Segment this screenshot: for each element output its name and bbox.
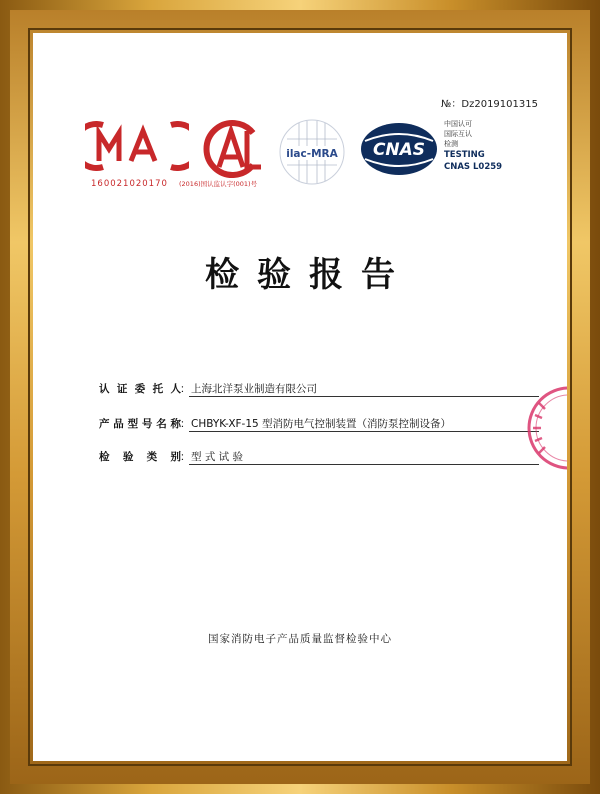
cma-logo (85, 121, 189, 171)
field-colon: ： (180, 451, 191, 463)
field-value: 上海北洋泵业制造有限公司 (189, 381, 539, 397)
field-value: 型 式 试 验 (189, 449, 539, 465)
report-cover (33, 33, 567, 761)
cal-logo (197, 119, 267, 179)
cnas-line-2: 国际互认 (444, 130, 472, 138)
field-product (99, 416, 539, 432)
report-number: №：Dz2019101315 (441, 99, 538, 110)
field-label: 检验类别 (99, 451, 181, 463)
cnas-line-5: CNAS L0259 (444, 162, 503, 172)
cal-code: (2016)国认监认字(001)号 (179, 180, 258, 188)
field-client (99, 381, 539, 397)
cnas-line-3: 检测 (444, 140, 458, 148)
field-test-type (99, 449, 539, 465)
official-seal (509, 383, 567, 473)
svg-text:CNAS: CNAS (372, 140, 426, 160)
field-colon: ： (180, 418, 191, 430)
field-label: 产品型号名称 (99, 418, 181, 430)
svg-text:ilac-MRA: ilac-MRA (286, 148, 338, 160)
cnas-logo (359, 121, 439, 177)
cnas-line-4: TESTING (444, 150, 485, 160)
ilac-mra-logo (277, 117, 347, 187)
cma-code: 160021020170 (91, 179, 168, 189)
field-colon: ： (180, 383, 191, 395)
field-value: CHBYK-XF-15 型消防电气控制装置（消防泵控制设备） (189, 416, 539, 432)
cnas-accreditation-text (444, 119, 502, 173)
field-label: 认证委托人 (99, 383, 181, 395)
report-title: 检验报告 (205, 255, 413, 295)
issuing-organization: 国家消防电子产品质量监督检验中心 (208, 633, 392, 645)
cnas-line-1: 中国认可 (444, 120, 472, 128)
